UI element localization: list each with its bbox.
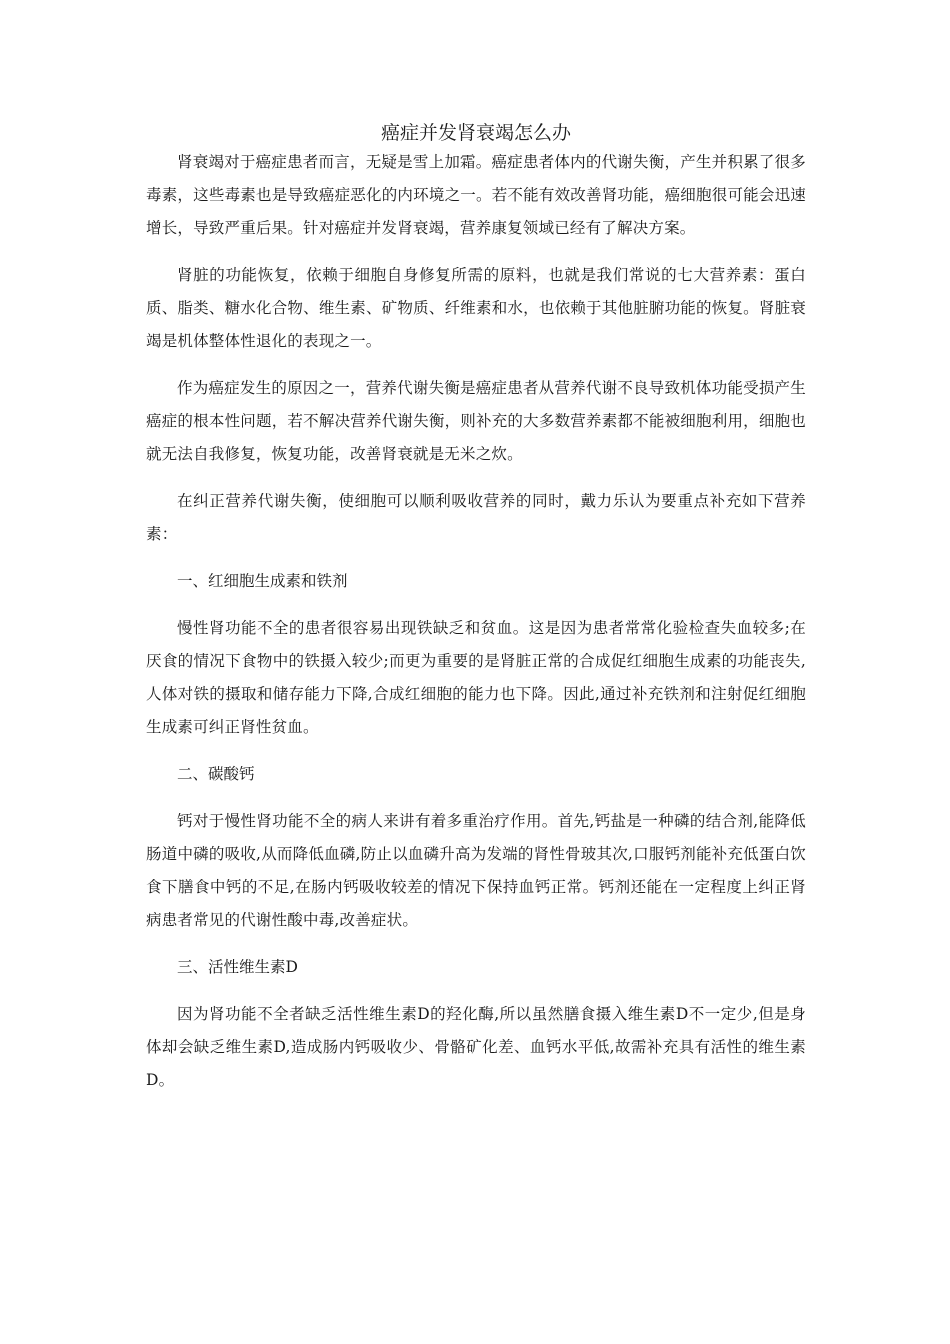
document-page (146, 118, 806, 1111)
section-body-active-vitamin-d: 因为肾功能不全者缺乏活性维生素D的羟化酶,所以虽然膳食摄入维生素D不一定少,但是身体却会缺乏维生素D,造成肠内钙吸收少、骨骼矿化差、血钙水平低,故需补充具有活性的维生素D。 (146, 1005, 806, 1089)
intro-paragraph-1: 肾衰竭对于癌症患者而言，无疑是雪上加霜。癌症患者体内的代谢失衡，产生并积累了很多毒素，这些毒素也是导致癌症恶化的内环境之一。若不能有效改善肾功能，癌细胞很可能会迅速增长，导致严重后果。针对癌症并发肾衰竭，营养康复领域已经有了解决方案。 (146, 153, 806, 237)
section-heading-erythropoietin-iron: 一、红细胞生成素和铁剂 (177, 572, 348, 590)
section-body-calcium-carbonate: 钙对于慢性肾功能不全的病人来讲有着多重治疗作用。首先,钙盐是一种磷的结合剂,能降低肠道中磷的吸收,从而降低血磷,防止以血磷升高为发端的肾性骨玻其次,口服钙剂能补充低蛋白饮食下膳食中钙的不足,在肠内钙吸收较差的情况下保持血钙正常。钙剂还能在一定程度上纠正肾病患者常见的代谢性酸中毒,改善症状。 (146, 812, 806, 929)
section-body-erythropoietin-iron: 慢性肾功能不全的患者很容易出现铁缺乏和贫血。这是因为患者常常化验检查失血较多;在厌食的情况下食物中的铁摄入较少;而更为重要的是肾脏正常的合成促红细胞生成素的功能丧失,人体对铁的摄取和储存能力下降,合成红细胞的能力也下降。因此,通过补充铁剂和注射促红细胞生成素可纠正肾性贫血。 (146, 619, 806, 736)
intro-paragraph-3: 作为癌症发生的原因之一，营养代谢失衡是癌症患者从营养代谢不良导致机体功能受损产生癌症的根本性问题，若不解决营养代谢失衡，则补充的大多数营养素都不能被细胞利用，细胞也就无法自我修复，恢复功能，改善肾衰就是无米之炊。 (146, 379, 806, 463)
document-title: 癌症并发肾衰竭怎么办 (380, 122, 571, 144)
intro-paragraph-2: 肾脏的功能恢复，依赖于细胞自身修复所需的原料，也就是我们常说的七大营养素：蛋白质、脂类、糖水化合物、维生素、矿物质、纤维素和水，也依赖于其他脏腑功能的恢复。肾脏衰竭是机体整体性退化的表现之一。 (146, 266, 806, 350)
section-heading-active-vitamin-d: 三、活性维生素D (177, 958, 298, 976)
section-heading-calcium-carbonate: 二、碳酸钙 (177, 765, 255, 783)
intro-paragraph-4: 在纠正营养代谢失衡，使细胞可以顺利吸收营养的同时，戴力乐认为要重点补充如下营养素： (146, 492, 806, 543)
